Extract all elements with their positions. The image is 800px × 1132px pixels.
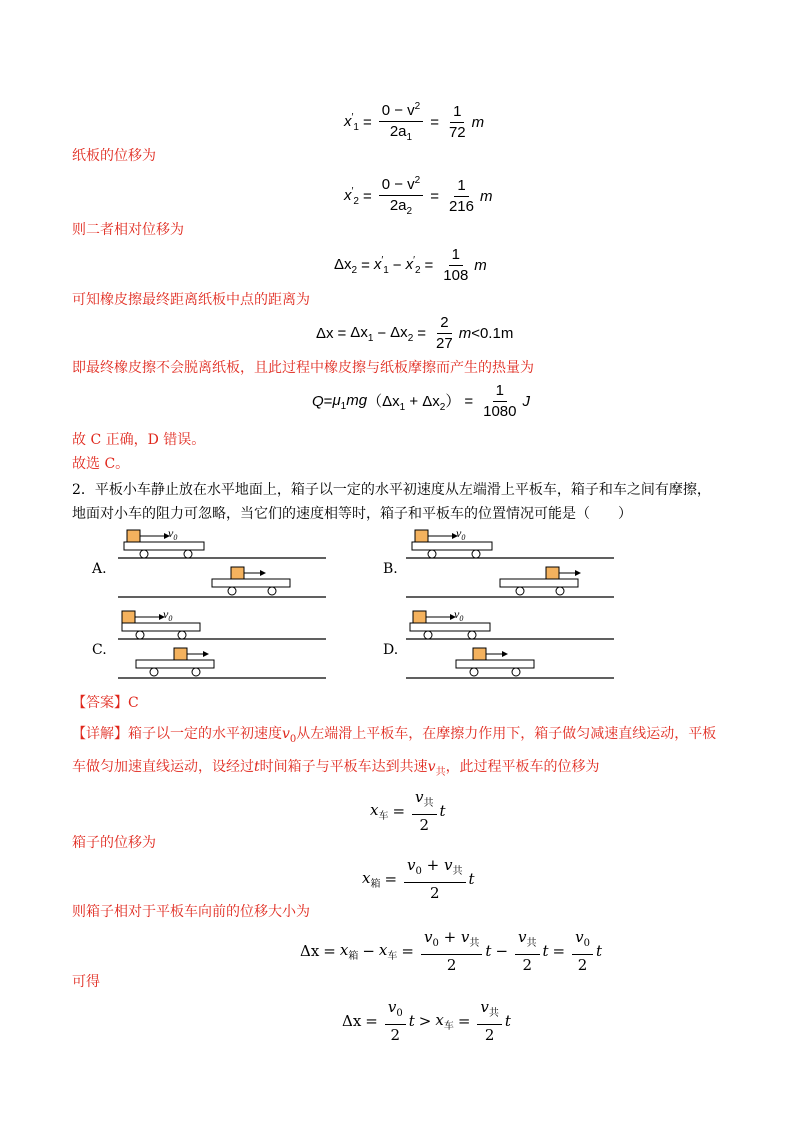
cart-end (212, 579, 290, 587)
option-b-diagram (400, 525, 620, 600)
box-start (413, 611, 426, 623)
text-therefore: 可得 (72, 974, 100, 990)
option-d-diagram (400, 606, 620, 681)
option-d-label: D. (383, 642, 399, 658)
wheel (178, 631, 186, 639)
wheel (140, 550, 148, 558)
cart-end (136, 660, 214, 668)
equation-delta-x: Δx = $\Delta x_1$ − $\Delta x_2$ = $\frac{2}{27}$ m < 0.1m (316, 314, 514, 352)
arrow-head (203, 651, 209, 657)
equation-heat-q: Q = $\mu_1mg$ $(\Delta x_1 + \Delta x_2)$ = $\frac{1}{1080}$ J (312, 382, 530, 420)
wheel (228, 587, 236, 595)
text-relative-displacement: 则二者相对位移为 (72, 222, 184, 238)
equation-x-cart: $x_车$ = $\frac{v_共}{2}$ t (370, 788, 446, 834)
box-end (231, 567, 244, 579)
wheel (184, 550, 192, 558)
question-2-line1: 2．平板小车静止放在水平地面上，箱子以一定的水平初速度从左端滑上平板车，箱子和车之间有摩擦， (72, 482, 711, 498)
cart-start (124, 542, 204, 550)
text-heat: 即最终橡皮擦不会脱离纸板，且此过程中橡皮擦与纸板摩擦而产生的热量为 (72, 360, 534, 376)
box-end (473, 648, 486, 660)
arrow-head (260, 570, 266, 576)
detail-line1: 【详解】箱子以一定的水平初速度$v_0$从左端滑上平板车，在摩擦力作用下，箱子做匀减速直线运动，平板 (72, 726, 717, 745)
box-start (127, 530, 140, 542)
box-end (546, 567, 559, 579)
wheel (150, 668, 158, 676)
text-choice: 故选 C。 (72, 456, 130, 472)
equation-x1-prime: $x'_1$ = $\frac{0 - v^2}{2a_1}$ = $\frac{1}{72}$ m (344, 98, 484, 147)
wheel (512, 668, 520, 676)
cart-start (412, 542, 492, 550)
arrow-head (502, 651, 508, 657)
equation-x-box: $x_箱$ = $\frac{v_0 + v_共}{2}$ t (362, 856, 475, 902)
v0-label: $v_0$ (454, 607, 464, 623)
v0-label: $v_0$ (163, 607, 173, 623)
wheel (468, 631, 476, 639)
text-relative-forward: 则箱子相对于平板车向前的位移大小为 (72, 904, 310, 920)
wheel (516, 587, 524, 595)
wheel (268, 587, 276, 595)
wheel (192, 668, 200, 676)
box-end (174, 648, 187, 660)
wheel (428, 550, 436, 558)
text-paper-displacement: 纸板的位移为 (72, 148, 156, 164)
option-a-label: A. (92, 561, 107, 577)
equation-relative-delta: Δx = $x_箱$ − $x_车$ = $\frac{v_0 + v_共}{2}$ t − $\frac{v_共}{2}$ t = $\frac{v_0}{2}$ t (300, 928, 603, 974)
option-c-label: C. (92, 642, 107, 658)
text-conclusion: 故 C 正确，D 错误。 (72, 432, 206, 448)
wheel (472, 550, 480, 558)
text-box-displacement: 箱子的位移为 (72, 835, 156, 851)
wheel (556, 587, 564, 595)
v0-label: $v_0$ (456, 526, 466, 542)
cart-start (122, 623, 200, 631)
equation-comparison: Δx = $\frac{v_0}{2}$ t > $x_车$ = $\frac{v_共}{2}$ t (342, 998, 511, 1044)
question-2-line2: 地面对小车的阻力可忽略，当它们的速度相等时，箱子和平板车的位置情况可能是（ ） (72, 506, 632, 522)
equation-x2-prime: $x'_2$ = $\frac{0 - v^2}{2a_2}$ = $\frac{1}{216}$ m (344, 172, 493, 221)
cart-end (456, 660, 534, 668)
v0-label: $v_0$ (168, 526, 178, 542)
detail-line2: 车做匀加速直线运动，设经过t时间箱子与平板车达到共速$v_共$，此过程平板车的位移为 (72, 759, 600, 778)
box-start (415, 530, 428, 542)
wheel (470, 668, 478, 676)
wheel (424, 631, 432, 639)
option-a-diagram (112, 525, 332, 600)
equation-delta-x2: $\Delta x_2$ = $x'_1$ − $x'_2$ = $\frac{1}{108}$ m (334, 246, 487, 284)
cart-start (410, 623, 490, 631)
text-final-distance: 可知橡皮擦最终距离纸板中点的距离为 (72, 292, 310, 308)
answer-label: 【答案】C (72, 695, 139, 711)
cart-end (500, 579, 578, 587)
option-c-diagram (112, 606, 332, 681)
box-start (122, 611, 135, 623)
option-b-label: B. (383, 561, 398, 577)
arrow-head (575, 570, 581, 576)
wheel (136, 631, 144, 639)
